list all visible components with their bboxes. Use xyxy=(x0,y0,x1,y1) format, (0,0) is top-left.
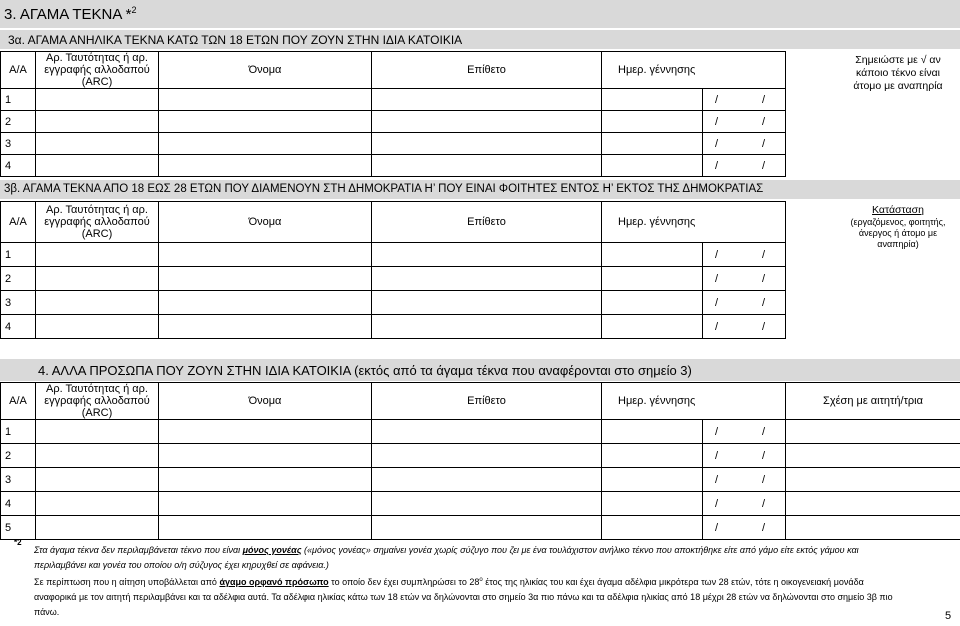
row-number: 3 xyxy=(1,291,36,315)
id-cell[interactable] xyxy=(36,243,159,267)
surname-cell[interactable] xyxy=(372,111,602,133)
name-header: Όνομα xyxy=(159,383,372,420)
surname-cell[interactable] xyxy=(372,492,602,516)
date-separator: / xyxy=(762,473,766,486)
table-3a xyxy=(0,51,786,177)
row-number: 1 xyxy=(1,420,36,444)
dob-cell[interactable] xyxy=(703,243,786,267)
table-row xyxy=(1,468,960,492)
status-note: Κατάσταση (εργαζόμενος, φοιτητής, άνεργος ή άτομο με αναπηρία) xyxy=(850,204,946,249)
table-3b xyxy=(0,201,786,339)
name-cell[interactable] xyxy=(159,516,372,540)
name-header: Όνομα xyxy=(159,52,372,89)
page-number: 5 xyxy=(945,610,952,622)
aa-header: Α/Α xyxy=(1,383,36,420)
name-cell[interactable] xyxy=(159,492,372,516)
table-row xyxy=(1,315,786,339)
name-cell[interactable] xyxy=(159,89,372,111)
blank-cell xyxy=(602,468,703,492)
table-row xyxy=(1,444,960,468)
name-cell[interactable] xyxy=(159,291,372,315)
table-row xyxy=(1,155,786,177)
id-header: Αρ. Ταυτότητας ή αρ. εγγραφής αλλοδαπού (ARC) xyxy=(36,202,159,243)
blank-cell xyxy=(602,89,703,111)
dob-cell[interactable] xyxy=(703,420,786,444)
surname-cell[interactable] xyxy=(372,468,602,492)
dob-cell[interactable] xyxy=(703,444,786,468)
section-3b-title: 3β. ΑΓΑΜΑ ΤΕΚΝΑ ΑΠΟ 18 ΕΩΣ 28 ΕΤΩΝ ΠΟΥ ΔΙΑΜΕΝΟΥΝ ΣΤΗ ΔΗΜΟΚΡΑΤΙΑ Η’ ΠΟΥ ΕΙΝΑΙ ΦΟΙΤΗΤΕΣ ΕΝΤΟΣ Η’ ΕΚΤΟΣ ΤΗΣ ΔΗΜΟΚΡΑΤΙΑΣ xyxy=(4,183,764,195)
date-separator: / xyxy=(715,115,719,128)
blank-cell xyxy=(602,444,703,468)
date-separator: / xyxy=(715,521,719,534)
dob-cell[interactable] xyxy=(703,267,786,291)
section-3b-band xyxy=(0,180,960,199)
dob-header: Ημερ. γέννησης xyxy=(602,52,786,89)
relation-cell[interactable] xyxy=(786,444,960,468)
date-separator: / xyxy=(762,497,766,510)
row-number: 4 xyxy=(1,492,36,516)
date-separator: / xyxy=(715,425,719,438)
table-row xyxy=(1,420,960,444)
dob-cell[interactable] xyxy=(703,89,786,111)
row-number: 4 xyxy=(1,315,36,339)
blank-cell xyxy=(602,243,703,267)
dob-cell[interactable] xyxy=(703,468,786,492)
table-row xyxy=(1,267,786,291)
row-number: 4 xyxy=(1,155,36,177)
blank-cell xyxy=(602,133,703,155)
date-separator: / xyxy=(762,248,766,261)
dob-cell[interactable] xyxy=(703,315,786,339)
surname-cell[interactable] xyxy=(372,133,602,155)
blank-cell xyxy=(602,516,703,540)
table-row xyxy=(1,243,786,267)
id-cell[interactable] xyxy=(36,468,159,492)
id-cell[interactable] xyxy=(36,111,159,133)
date-separator: / xyxy=(715,449,719,462)
id-header: Αρ. Ταυτότητας ή αρ. εγγραφής αλλοδαπού (ARC) xyxy=(36,383,159,420)
relation-header: Σχέση με αιτητή/τρια xyxy=(786,383,960,420)
date-separator: / xyxy=(715,497,719,510)
row-number: 2 xyxy=(1,267,36,291)
row-number: 3 xyxy=(1,468,36,492)
surname-cell[interactable] xyxy=(372,420,602,444)
date-separator: / xyxy=(715,137,719,150)
name-cell[interactable] xyxy=(159,133,372,155)
footnote-mark: *2 xyxy=(14,538,22,547)
name-cell[interactable] xyxy=(159,267,372,291)
row-number: 2 xyxy=(1,444,36,468)
dob-cell[interactable] xyxy=(703,133,786,155)
surname-header: Επίθετο xyxy=(372,383,602,420)
id-cell[interactable] xyxy=(36,492,159,516)
name-cell[interactable] xyxy=(159,315,372,339)
row-number: 5 xyxy=(1,516,36,540)
blank-cell xyxy=(602,291,703,315)
disability-note: Σημειώστε με √ αν κάποιο τέκνο είναι άτομο με αναπηρία xyxy=(853,54,943,92)
dob-cell[interactable] xyxy=(703,492,786,516)
date-separator: / xyxy=(762,115,766,128)
name-cell[interactable] xyxy=(159,111,372,133)
name-cell[interactable] xyxy=(159,155,372,177)
name-cell[interactable] xyxy=(159,243,372,267)
date-separator: / xyxy=(715,272,719,285)
surname-cell[interactable] xyxy=(372,516,602,540)
aa-header: Α/Α xyxy=(1,52,36,89)
date-separator: / xyxy=(762,296,766,309)
id-cell[interactable] xyxy=(36,420,159,444)
date-separator: / xyxy=(762,521,766,534)
table-4 xyxy=(0,382,960,540)
row-number: 2 xyxy=(1,111,36,133)
date-separator: / xyxy=(762,137,766,150)
date-separator: / xyxy=(762,449,766,462)
blank-cell xyxy=(602,111,703,133)
date-separator: / xyxy=(715,159,719,172)
surname-cell[interactable] xyxy=(372,89,602,111)
section-3-title: 3. ΑΓΑΜΑ ΤΕΚΝΑ *$^2$ xyxy=(4,5,137,23)
date-separator: / xyxy=(762,272,766,285)
name-cell[interactable] xyxy=(159,468,372,492)
id-cell[interactable] xyxy=(36,155,159,177)
id-cell[interactable] xyxy=(36,516,159,540)
name-header: Όνομα xyxy=(159,202,372,243)
date-separator: / xyxy=(715,93,719,106)
name-cell[interactable] xyxy=(159,444,372,468)
id-cell[interactable] xyxy=(36,89,159,111)
date-separator: / xyxy=(715,296,719,309)
relation-cell[interactable] xyxy=(786,516,960,540)
date-separator: / xyxy=(762,159,766,172)
row-number: 3 xyxy=(1,133,36,155)
relation-cell[interactable] xyxy=(786,468,960,492)
table-row xyxy=(1,111,786,133)
date-separator: / xyxy=(762,425,766,438)
id-cell[interactable] xyxy=(36,267,159,291)
section-4-band xyxy=(0,359,960,381)
id-cell[interactable] xyxy=(36,133,159,155)
row-number: 1 xyxy=(1,243,36,267)
id-cell[interactable] xyxy=(36,291,159,315)
footnote-orphan: Σε περίπτωση που η αίτηση υποβάλλεται από άγαμο ορφανό πρόσωπο το οποίο δεν έχει συμπληρώσει το $28^o$ έτος της ηλικίας του και έχει άγαμα αδέλφια μικρότερα των 28 ετών, τότε η οικογενειακή μονάδα αναφορικά με τον αιτητή περιλαμβάνει και τα αδέλφια αυτά. Τα αδέλφια ηλικίας κάτω των 18 ετών να δηλώνονται στο σημείο 3α πιο πάνω και τα αδέλφια ηλικίας από 18 μέχρι 28 ετών να δηλώνονται στο σημείο 3β πιο πάνω. xyxy=(34,577,893,617)
surname-cell[interactable] xyxy=(372,291,602,315)
table-row xyxy=(1,492,960,516)
row-number: 1 xyxy=(1,89,36,111)
date-separator: / xyxy=(715,248,719,261)
id-cell[interactable] xyxy=(36,444,159,468)
aa-header: Α/Α xyxy=(1,202,36,243)
name-cell[interactable] xyxy=(159,420,372,444)
table-row xyxy=(1,133,786,155)
relation-cell[interactable] xyxy=(786,420,960,444)
dob-cell[interactable] xyxy=(703,111,786,133)
date-separator: / xyxy=(715,320,719,333)
id-header: Αρ. Ταυτότητας ή αρ. εγγραφής αλλοδαπού (ARC) xyxy=(36,52,159,89)
dob-cell[interactable] xyxy=(703,291,786,315)
section-3a-band xyxy=(0,30,960,49)
date-separator: / xyxy=(762,320,766,333)
dob-header: Ημερ. γέννησης xyxy=(602,202,786,243)
surname-cell[interactable] xyxy=(372,444,602,468)
section-3-band xyxy=(0,0,960,28)
date-separator: / xyxy=(762,93,766,106)
dob-cell[interactable] xyxy=(703,155,786,177)
surname-cell[interactable] xyxy=(372,315,602,339)
blank-cell xyxy=(602,155,703,177)
surname-header: Επίθετο xyxy=(372,52,602,89)
relation-cell[interactable] xyxy=(786,492,960,516)
table-row xyxy=(1,516,960,540)
surname-cell[interactable] xyxy=(372,267,602,291)
table-row xyxy=(1,89,786,111)
section-3a-title: 3α. ΑΓΑΜΑ ΑΝΗΛΙΚΑ ΤΕΚΝΑ ΚΑΤΩ ΤΩΝ 18 ΕΤΩΝ ΠΟΥ ΖΟΥΝ ΣΤΗΝ ΙΔΙΑ ΚΑΤΟΙΚΙΑ xyxy=(8,33,463,47)
blank-cell xyxy=(602,267,703,291)
blank-cell xyxy=(602,315,703,339)
id-cell[interactable] xyxy=(36,315,159,339)
section-4-title: 4. ΑΛΛΑ ΠΡΟΣΩΠΑ ΠΟΥ ΖΟΥΝ ΣΤΗΝ ΙΔΙΑ ΚΑΤΟΙΚΙΑ (εκτός από τα άγαμα τέκνα που αναφέρονται στο σημείο 3) xyxy=(38,363,692,378)
dob-header: Ημερ. γέννησης xyxy=(602,383,786,420)
dob-cell[interactable] xyxy=(703,516,786,540)
surname-cell[interactable] xyxy=(372,155,602,177)
surname-header: Επίθετο xyxy=(372,202,602,243)
surname-cell[interactable] xyxy=(372,243,602,267)
footnote-single-parent: Στα άγαμα τέκνα δεν περιλαμβάνεται τέκνο που είναι μόνος γονέας («μόνος γονέας» σημαίνει γονέα χωρίς σύζυγο που ζει με ένα τουλάχιστον ανήλικο τέκνο που αποκτήθηκε είτε από γάμο είτε εκτός γάμου και περιλαμβάνει και γονέα του οποίου ο/η σύζυγος έχει κηρυχθεί σε αφάνεια.) xyxy=(34,545,859,570)
date-separator: / xyxy=(715,473,719,486)
blank-cell xyxy=(602,492,703,516)
blank-cell xyxy=(602,420,703,444)
table-row xyxy=(1,291,786,315)
